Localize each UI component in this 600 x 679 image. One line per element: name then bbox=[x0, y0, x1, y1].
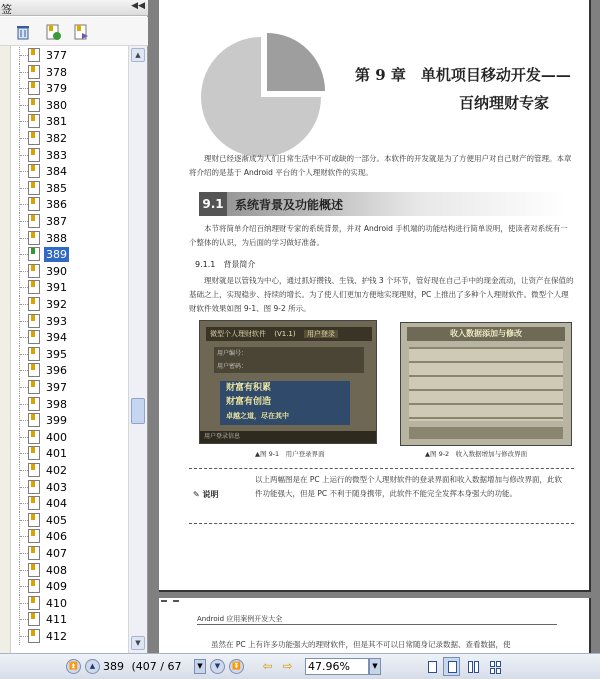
bookmark-label[interactable]: 393 bbox=[46, 314, 67, 328]
bookmark-icon bbox=[28, 397, 40, 411]
bookmark-item[interactable] bbox=[11, 396, 127, 413]
bookmark-item[interactable] bbox=[11, 279, 127, 296]
section-number: 9.1 bbox=[199, 192, 227, 216]
zoom-field[interactable]: 47.96% bbox=[305, 658, 369, 675]
bookmark-label[interactable]: 398 bbox=[46, 397, 67, 411]
tree-branch bbox=[20, 520, 28, 521]
bookmark-label[interactable]: 410 bbox=[46, 596, 67, 610]
tree-branch bbox=[20, 420, 28, 421]
tree-branch bbox=[20, 603, 28, 604]
bookmark-icon bbox=[28, 98, 40, 112]
scrollbar-thumb[interactable] bbox=[131, 398, 145, 424]
bookmark-item[interactable] bbox=[11, 429, 127, 446]
note-label-text: 说明 bbox=[202, 490, 219, 499]
tree-branch bbox=[20, 503, 28, 504]
tree-branch bbox=[20, 204, 28, 205]
scroll-down-arrow-icon[interactable]: ▼ bbox=[131, 636, 145, 650]
section-title: 系统背景及功能概述 bbox=[235, 198, 344, 212]
bookmark-item[interactable] bbox=[11, 362, 127, 379]
bookmark-item[interactable] bbox=[11, 528, 127, 545]
bookmark-label[interactable]: 411 bbox=[46, 613, 67, 627]
tree-branch bbox=[20, 404, 28, 405]
bookmark-label[interactable]: 394 bbox=[46, 331, 67, 345]
bookmark-icon bbox=[28, 197, 40, 211]
bookmark-icon bbox=[28, 546, 40, 560]
scroll-up-arrow-icon[interactable]: ▲ bbox=[131, 48, 145, 62]
bookmark-item[interactable] bbox=[11, 196, 127, 213]
bookmark-item[interactable] bbox=[11, 163, 127, 180]
bookmark-icon bbox=[28, 330, 40, 344]
bookmark-item[interactable] bbox=[11, 445, 127, 462]
bookmark-label[interactable]: 404 bbox=[46, 497, 67, 511]
figure2-caption: ▲图 9-2 收入数据增加与修改界面 bbox=[425, 450, 528, 458]
bookmark-item[interactable] bbox=[11, 147, 127, 164]
note-text: 以上两幅图是在 PC 上运行的微型个人理财软件的登录界面和收入数据增加与修改界面，此软件功能强大，但是 PC 不利于随身携带，此软件不能完全发挥本身强大的功能。 bbox=[255, 475, 563, 498]
bookmark-icon bbox=[28, 114, 40, 128]
bookmark-icon bbox=[28, 264, 40, 278]
section-paragraph: 本节将简单介绍百纳理财专家的系统背景，并对 Android 手机端的功能结构进行简单说明，使读者对系统有一个整体的认识，为后面的学习做好准备。 bbox=[189, 224, 568, 247]
page-dropdown-icon[interactable]: ▼ bbox=[194, 659, 206, 674]
back-arrow-icon[interactable]: ⇦ bbox=[262, 659, 273, 673]
bookmark-icon bbox=[28, 496, 40, 510]
subsection-paragraph: 理财就是以管钱为中心，通过抓好攒钱、生钱、护钱 3 个环节，管好现在自己手中的现金流动，让资产在保值的基础之上，实现稳步、持续的增长。为了使人们更加方便地实现理财，PC 上推出了多种个人理财软件。微型个人理财软件效果如图 9-1、图 9-2 所示。 bbox=[189, 276, 574, 313]
document-viewport[interactable] bbox=[149, 0, 600, 653]
bookmark-item[interactable] bbox=[11, 180, 127, 197]
bookmark-item[interactable] bbox=[11, 628, 127, 645]
bookmark-item[interactable] bbox=[11, 495, 127, 512]
figure1-status-bar: 用户登录信息 bbox=[200, 431, 376, 443]
bookmark-item[interactable] bbox=[11, 412, 127, 429]
tree-branch bbox=[20, 238, 28, 239]
bookmark-label[interactable]: 395 bbox=[46, 347, 67, 361]
page-top-mark bbox=[161, 600, 179, 602]
figure2-footer bbox=[409, 427, 563, 439]
bookmark-icon bbox=[28, 65, 40, 79]
figure2-form-rows bbox=[409, 347, 563, 421]
page-count-value: (407 / 67 bbox=[131, 660, 182, 673]
bookmark-item[interactable] bbox=[11, 578, 127, 595]
bookmark-icon bbox=[28, 280, 40, 294]
figure1-version: (V1.1) bbox=[274, 330, 296, 338]
bookmark-item[interactable] bbox=[11, 595, 127, 612]
page-number-field[interactable] bbox=[103, 658, 193, 675]
tree-branch bbox=[20, 470, 28, 471]
tree-branch bbox=[20, 72, 28, 73]
bookmark-label[interactable]: 396 bbox=[46, 364, 67, 378]
figure1-slogan-2: 财富有创造 bbox=[226, 397, 272, 407]
tree-branch bbox=[20, 55, 28, 56]
bookmark-label[interactable]: 380 bbox=[46, 98, 67, 112]
single-page-view-icon[interactable] bbox=[423, 657, 440, 676]
tree-branch bbox=[20, 536, 28, 537]
figure2-title: 收入数据添加与修改 bbox=[407, 327, 565, 341]
bookmark-scrollbar[interactable] bbox=[128, 46, 147, 653]
bookmark-item[interactable] bbox=[11, 213, 127, 230]
figure1-banner bbox=[220, 381, 350, 425]
figure1-row-password: 用户密码： bbox=[217, 363, 248, 370]
tree-branch bbox=[20, 370, 28, 371]
note-box bbox=[189, 468, 574, 524]
bookmark-icon bbox=[28, 131, 40, 145]
bookmark-icon bbox=[28, 563, 40, 577]
bookmark-label[interactable]: 382 bbox=[46, 132, 67, 145]
tree-branch bbox=[20, 155, 28, 156]
figure1-caption: ▲图 9-1 用户登录界面 bbox=[255, 450, 325, 458]
bookmark-item[interactable] bbox=[11, 263, 127, 280]
tree-branch bbox=[20, 437, 28, 438]
tree-branch bbox=[20, 121, 28, 122]
subsection-title: 9.1.1 背景简介 bbox=[195, 260, 256, 269]
bookmark-panel-header bbox=[0, 0, 148, 16]
figure1-title: 微型个人理财软件 bbox=[210, 330, 266, 338]
bookmark-item[interactable] bbox=[11, 611, 127, 628]
panel-side-strip bbox=[0, 46, 11, 653]
bookmark-item[interactable] bbox=[11, 479, 127, 496]
tree-branch bbox=[20, 453, 28, 454]
current-page-value[interactable]: 389 bbox=[103, 660, 124, 673]
bookmark-label[interactable]: 408 bbox=[46, 563, 67, 577]
tree-branch bbox=[20, 619, 28, 620]
bookmark-label[interactable]: 377 bbox=[46, 49, 67, 62]
bookmark-icon bbox=[28, 231, 40, 245]
bookmark-icon bbox=[28, 81, 40, 95]
bookmark-item[interactable] bbox=[11, 462, 127, 479]
bookmark-icon bbox=[28, 297, 40, 311]
collapse-panel-icon[interactable]: ◀◀ bbox=[131, 1, 145, 11]
status-bar bbox=[0, 653, 600, 679]
bookmark-icon bbox=[28, 314, 40, 328]
bookmark-item[interactable] bbox=[11, 379, 127, 396]
bookmark-icon bbox=[28, 529, 40, 543]
bookmark-label[interactable]: 386 bbox=[46, 198, 67, 212]
last-page-icon[interactable]: ⏬ bbox=[229, 659, 244, 674]
chapter-subtitle: 百纳理财专家 bbox=[459, 94, 550, 112]
forward-arrow-icon[interactable]: ⇨ bbox=[282, 659, 293, 673]
bookmark-label[interactable]: 403 bbox=[46, 480, 67, 494]
bookmark-icon bbox=[28, 596, 40, 610]
bookmark-item[interactable] bbox=[11, 296, 127, 313]
bookmark-label[interactable]: 405 bbox=[46, 513, 67, 527]
bookmark-label[interactable]: 400 bbox=[46, 430, 67, 444]
bookmark-label[interactable]: 387 bbox=[46, 215, 67, 228]
tree-branch bbox=[20, 304, 28, 305]
tree-branch bbox=[20, 88, 28, 89]
bookmark-icon bbox=[28, 463, 40, 477]
bookmark-icon bbox=[28, 347, 40, 361]
tree-branch bbox=[20, 354, 28, 355]
new-bookmark-icon[interactable] bbox=[44, 23, 62, 41]
bookmark-icon bbox=[28, 164, 40, 178]
page2-paragraph: 虽然在 PC 上有许多功能强大的理财软件，但是其不可以日常随身记录数据、查看数据，使 bbox=[211, 640, 511, 649]
bookmark-item[interactable] bbox=[11, 130, 127, 147]
tree-branch bbox=[20, 287, 28, 288]
bookmark-list bbox=[11, 46, 127, 653]
bookmark-item[interactable] bbox=[11, 313, 127, 330]
continuous-facing-view-icon[interactable] bbox=[485, 657, 502, 676]
tree-branch bbox=[20, 337, 28, 338]
first-page-icon[interactable]: ⏫ bbox=[66, 659, 81, 674]
bookmark-icon bbox=[28, 579, 40, 593]
previous-page-icon[interactable]: ▲ bbox=[85, 659, 100, 674]
bookmark-panel-title: 签 bbox=[1, 3, 12, 16]
bookmark-icon bbox=[28, 363, 40, 377]
tree-branch bbox=[20, 171, 28, 172]
bookmark-item[interactable] bbox=[11, 545, 127, 562]
figure1-row-id: 用户编号： bbox=[217, 350, 248, 357]
chapter-title: 第 9 章 单机项目移动开发—— bbox=[355, 66, 571, 84]
bookmark-item[interactable] bbox=[11, 97, 127, 114]
bookmark-label[interactable]: 399 bbox=[46, 414, 67, 428]
bookmark-label[interactable]: 379 bbox=[46, 82, 67, 96]
header-rule bbox=[197, 624, 557, 625]
bookmark-label[interactable]: 383 bbox=[46, 148, 67, 162]
tree-branch bbox=[20, 586, 28, 587]
continuous-view-icon[interactable] bbox=[443, 657, 460, 676]
tree-branch bbox=[20, 553, 28, 554]
figure1-slogan-3: 卓越之道，尽在其中 bbox=[226, 412, 289, 420]
tree-branch bbox=[20, 271, 28, 272]
bookmark-label[interactable]: 409 bbox=[46, 580, 67, 594]
intro-paragraph: 理财已经逐渐成为人们日常生活中不可或缺的一部分。本软件的开发就是为了方便用户对自己财产的管理。本章将介绍的是基于 Android 平台的个人理财软件的实现。 bbox=[189, 154, 572, 177]
bookmark-item[interactable] bbox=[11, 113, 127, 130]
zoom-dropdown-icon[interactable]: ▼ bbox=[369, 658, 381, 675]
bookmark-icon bbox=[28, 148, 40, 162]
bookmark-item[interactable] bbox=[11, 230, 127, 247]
tree-branch bbox=[20, 105, 28, 106]
tree-branch bbox=[20, 387, 28, 388]
bookmark-toolbar bbox=[0, 17, 148, 46]
bookmark-item[interactable] bbox=[11, 47, 127, 64]
bookmark-icon bbox=[28, 446, 40, 460]
bookmark-item[interactable] bbox=[11, 329, 127, 346]
bookmark-item[interactable] bbox=[11, 64, 127, 81]
bookmark-label[interactable]: 397 bbox=[46, 381, 67, 394]
bookmark-icon bbox=[28, 413, 40, 427]
bookmark-icon bbox=[28, 629, 40, 643]
tree-branch bbox=[20, 188, 28, 189]
bookmark-item[interactable] bbox=[11, 80, 127, 97]
bookmark-icon bbox=[28, 513, 40, 527]
tree-branch bbox=[20, 321, 28, 322]
bookmark-label[interactable]: 384 bbox=[46, 165, 67, 179]
bookmark-label[interactable]: 407 bbox=[46, 547, 67, 560]
bookmark-icon bbox=[28, 612, 40, 626]
note-label: ✎ 说明 bbox=[193, 490, 219, 499]
figure-income-screenshot bbox=[400, 322, 572, 446]
bookmark-label[interactable]: 391 bbox=[46, 281, 67, 295]
bookmark-icon bbox=[28, 247, 40, 261]
next-document-page bbox=[159, 598, 591, 653]
document-page bbox=[159, 0, 591, 592]
tree-branch bbox=[20, 487, 28, 488]
figure1-title-bar bbox=[206, 327, 372, 341]
bookmark-label[interactable]: 388 bbox=[46, 231, 67, 245]
bookmark-label[interactable]: 390 bbox=[46, 264, 67, 278]
bookmark-icon bbox=[28, 430, 40, 444]
bookmark-label[interactable]: 412 bbox=[46, 630, 67, 643]
tree-branch bbox=[20, 570, 28, 571]
facing-view-icon[interactable] bbox=[463, 657, 480, 676]
bookmark-label[interactable]: 381 bbox=[46, 115, 67, 129]
bookmark-icon bbox=[28, 380, 40, 394]
figure1-form bbox=[214, 347, 364, 373]
figure1-subtitle: 用户登录 bbox=[304, 330, 338, 338]
bookmark-label[interactable]: 406 bbox=[46, 530, 67, 544]
bookmark-label[interactable]: 401 bbox=[46, 447, 67, 461]
tree-branch bbox=[20, 254, 28, 255]
bookmark-label[interactable]: 392 bbox=[46, 298, 67, 311]
bookmark-icon bbox=[28, 214, 40, 228]
bookmark-icon bbox=[28, 480, 40, 494]
chapter-pie-decoration bbox=[197, 33, 325, 161]
bookmark-icon bbox=[28, 48, 40, 62]
bookmark-item[interactable] bbox=[11, 246, 127, 263]
bookmark-label[interactable]: 385 bbox=[46, 181, 67, 195]
bookmark-properties-icon[interactable] bbox=[72, 23, 90, 41]
bookmark-label[interactable]: 389 bbox=[46, 248, 67, 262]
bookmark-panel bbox=[0, 0, 148, 653]
bookmark-label[interactable]: 402 bbox=[46, 464, 67, 477]
figure1-slogan-1: 财富有积累 bbox=[226, 383, 272, 393]
tree-branch bbox=[20, 138, 28, 139]
page-running-header: Android 应用案例开发大全 bbox=[197, 615, 283, 623]
bookmark-label[interactable]: 378 bbox=[46, 65, 67, 79]
next-page-icon[interactable]: ▼ bbox=[210, 659, 225, 674]
bookmark-item[interactable] bbox=[11, 512, 127, 529]
figure-login-screenshot bbox=[199, 320, 377, 444]
tree-branch bbox=[20, 636, 28, 637]
bookmark-icon bbox=[28, 181, 40, 195]
tree-branch bbox=[20, 221, 28, 222]
bookmark-item[interactable] bbox=[11, 346, 127, 363]
delete-bookmark-icon[interactable] bbox=[14, 23, 32, 41]
bookmark-item[interactable] bbox=[11, 562, 127, 579]
